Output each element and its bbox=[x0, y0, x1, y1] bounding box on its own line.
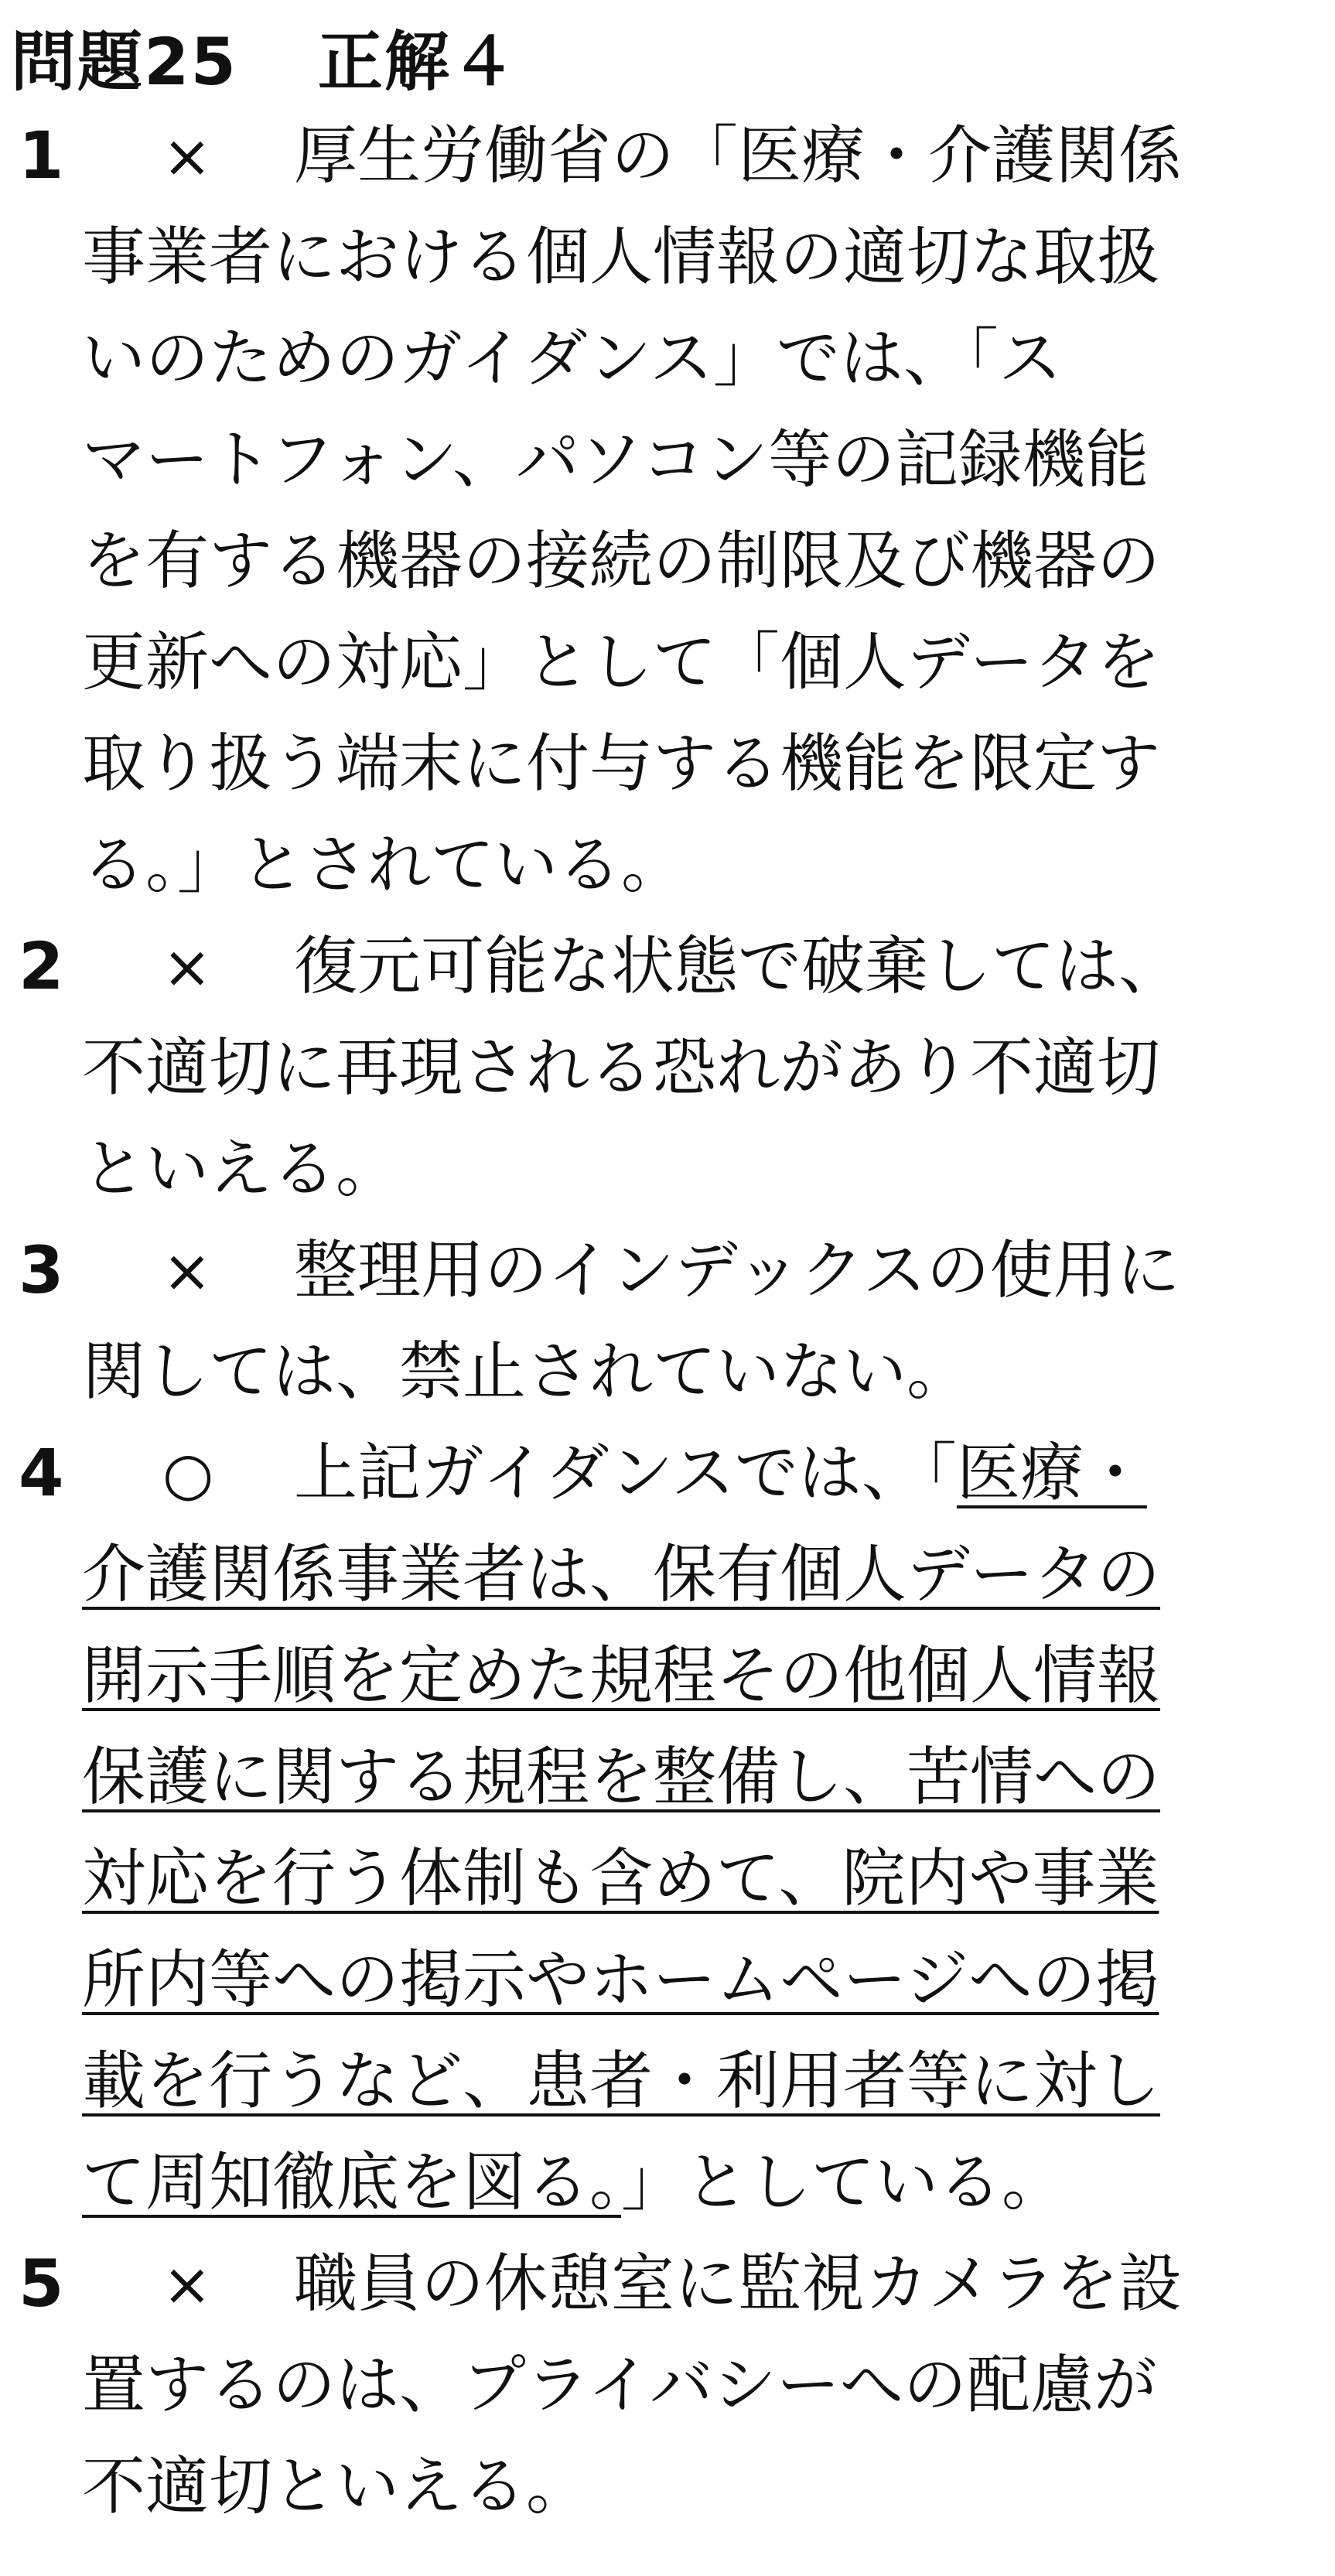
text-segment: 事業者における個人情報の適切な取扱 bbox=[82, 220, 1161, 294]
text-segment: を有する機器の接続の制限及び機器の bbox=[82, 524, 1161, 598]
option-number: 1 bbox=[19, 118, 64, 193]
text-segment: 復元可能な状態で破棄しては、 bbox=[294, 930, 1183, 1003]
explanation-line bbox=[0, 2436, 1335, 2537]
problem-number: 問題25 bbox=[11, 23, 237, 100]
explanation-item bbox=[0, 1423, 1335, 2233]
line-text bbox=[294, 1423, 1147, 1524]
text-segment: 上記ガイダンスでは、「 bbox=[294, 1437, 957, 1510]
line-text bbox=[82, 2031, 1160, 2132]
line-text bbox=[82, 1828, 1159, 1929]
line-text bbox=[294, 105, 1182, 207]
text-segment: 職員の休憩室に監視カメラを設 bbox=[294, 2247, 1183, 2321]
line-text bbox=[82, 308, 1062, 409]
text-segment: 」としている。 bbox=[621, 2146, 1066, 2219]
text-segment: 厚生労働省の「医療・介護関係 bbox=[294, 119, 1183, 193]
page-heading bbox=[11, 14, 517, 99]
line-text bbox=[82, 1929, 1159, 2031]
explanation-line bbox=[0, 1727, 1335, 1828]
explanation-list bbox=[0, 105, 1335, 2537]
text-segment: 関しては、禁止されていない。 bbox=[82, 1335, 971, 1409]
line-text bbox=[82, 1017, 1160, 1119]
line-text bbox=[82, 1119, 399, 1220]
explanation-line bbox=[0, 916, 1335, 1017]
line-text bbox=[82, 2335, 1157, 2436]
explanation-line bbox=[0, 105, 1335, 207]
underlined-text: 開示手順を定めた規程その他個人情報 bbox=[82, 1639, 1161, 1713]
explanation-line bbox=[0, 1929, 1335, 2031]
text-segment: 不適切といえる。 bbox=[82, 2450, 590, 2523]
explanation-line bbox=[0, 1625, 1335, 1727]
line-text bbox=[82, 1524, 1160, 1625]
underlined-text: 保護に関する規程を整備し、苦情への bbox=[82, 1741, 1161, 1814]
underlined-text: 所内等への掲示やホームページへの掲 bbox=[82, 1943, 1159, 2017]
line-text bbox=[82, 2132, 1065, 2233]
line-text bbox=[82, 1321, 970, 1423]
explanation-line bbox=[0, 713, 1335, 815]
option-number: 5 bbox=[19, 2246, 64, 2321]
text-segment: いのためのガイダンス」では、「ス bbox=[82, 322, 1062, 395]
explanation-line bbox=[0, 1524, 1335, 1625]
explanation-item bbox=[0, 916, 1335, 1220]
line-text bbox=[294, 2233, 1182, 2335]
line-text bbox=[82, 511, 1160, 612]
underlined-text: 対応を行う体制も含めて、院内や事業 bbox=[82, 1842, 1159, 1915]
text-segment: る。」とされている。 bbox=[82, 828, 685, 902]
incorrect-mark: × bbox=[162, 2250, 212, 2318]
explanation-line bbox=[0, 1321, 1335, 1423]
option-number: 2 bbox=[19, 928, 64, 1004]
line-text bbox=[82, 2436, 589, 2537]
explanation-line bbox=[0, 1220, 1335, 1321]
explanation-line bbox=[0, 2031, 1335, 2132]
text-segment: 整理用のインデックスの使用に bbox=[294, 1234, 1180, 1307]
line-text bbox=[294, 1220, 1180, 1321]
explanation-item bbox=[0, 1220, 1335, 1423]
text-segment: といえる。 bbox=[82, 1133, 400, 1206]
line-text bbox=[82, 409, 1149, 511]
line-text bbox=[82, 1727, 1160, 1828]
explanation-line bbox=[0, 1119, 1335, 1220]
line-text bbox=[82, 815, 685, 916]
correct-answer: 正解４ bbox=[317, 23, 517, 100]
line-text bbox=[82, 1625, 1160, 1727]
explanation-line bbox=[0, 511, 1335, 612]
explanation-line bbox=[0, 409, 1335, 511]
explanation-line bbox=[0, 1828, 1335, 1929]
text-segment: 不適切に再現される恐れがあり不適切 bbox=[82, 1031, 1161, 1105]
underlined-text: 載を行うなど、患者・利用者等に対し bbox=[82, 2045, 1161, 2118]
explanation-line bbox=[0, 2335, 1335, 2436]
text-segment: マートフォン、パソコン等の記録機能 bbox=[82, 423, 1149, 497]
underlined-text: 医療・ bbox=[956, 1437, 1147, 1510]
explanation-line bbox=[0, 207, 1335, 308]
underlined-text: て周知徹底を図る。 bbox=[82, 2146, 622, 2219]
explanation-item bbox=[0, 105, 1335, 916]
incorrect-mark: × bbox=[162, 1236, 212, 1305]
line-text bbox=[294, 916, 1182, 1017]
option-number: 4 bbox=[19, 1435, 64, 1511]
option-number: 3 bbox=[19, 1232, 64, 1308]
correct-mark: ○ bbox=[162, 1439, 214, 1508]
explanation-line bbox=[0, 612, 1335, 713]
explanation-line bbox=[0, 2233, 1335, 2335]
explanation-line bbox=[0, 1017, 1335, 1119]
text-segment: 更新への対応」として「個人データを bbox=[82, 626, 1161, 699]
line-text bbox=[82, 612, 1160, 713]
explanation-line bbox=[0, 1423, 1335, 1524]
explanation-item bbox=[0, 2233, 1335, 2537]
text-segment: 置するのは、プライバシーへの配慮が bbox=[82, 2349, 1157, 2422]
line-text bbox=[82, 713, 1160, 815]
text-segment: 取り扱う端末に付与する機能を限定す bbox=[82, 727, 1161, 801]
explanation-line bbox=[0, 815, 1335, 916]
incorrect-mark: × bbox=[162, 121, 212, 190]
line-text bbox=[82, 207, 1160, 308]
incorrect-mark: × bbox=[162, 932, 212, 1001]
underlined-text: 介護関係事業者は、保有個人データの bbox=[82, 1538, 1161, 1611]
explanation-line bbox=[0, 308, 1335, 409]
explanation-line bbox=[0, 2132, 1335, 2233]
